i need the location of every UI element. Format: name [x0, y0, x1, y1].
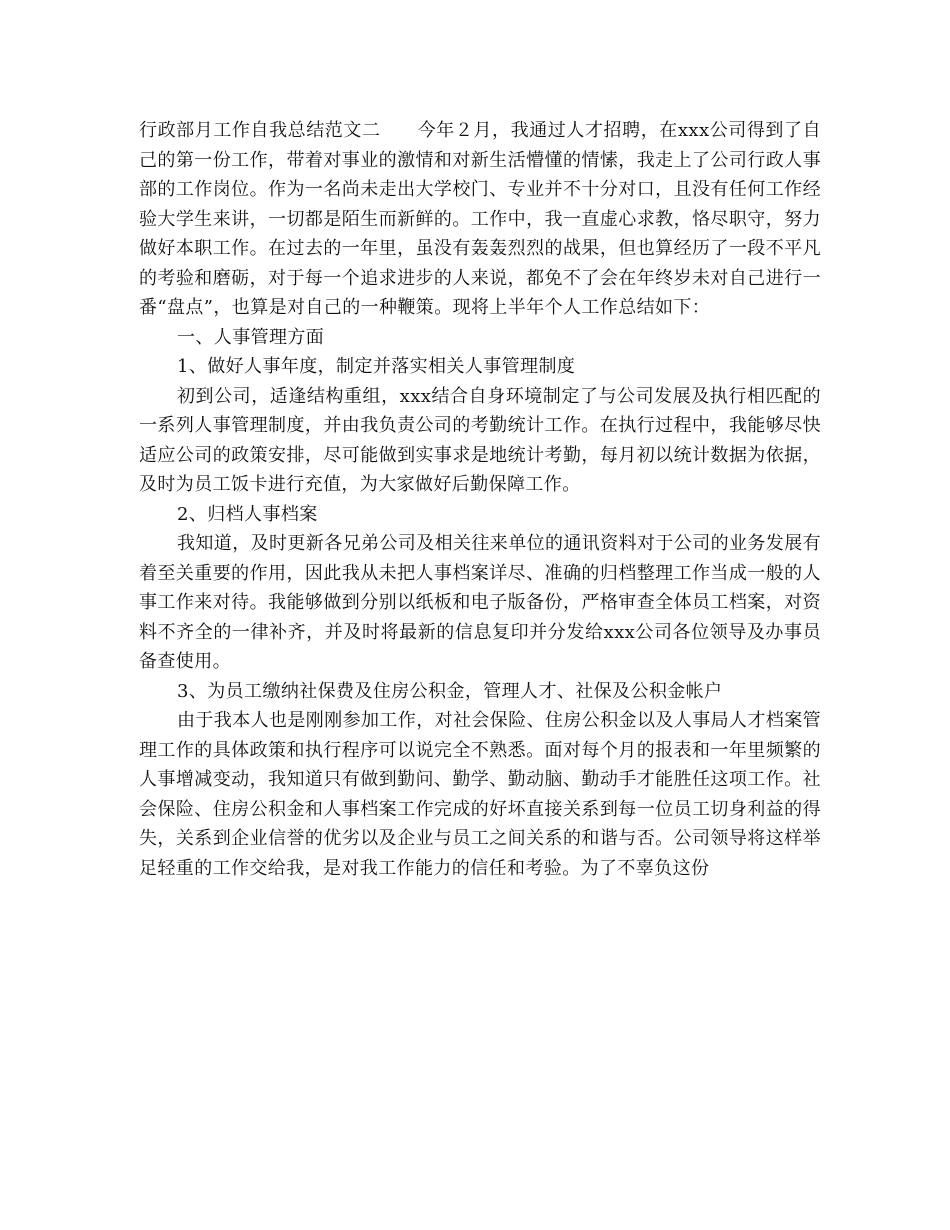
section-heading-personnel-management: 一、人事管理方面 — [177, 326, 325, 348]
document-body — [139, 116, 821, 883]
item-heading-annual-personnel: 1、做好人事年度，制定并落实相关人事管理制度 — [177, 356, 576, 377]
paragraph-social-security: 由于我本人也是刚刚参加工作，对社会保险、住房公积金以及人事局人才档案管理工作的具体政策和执行程序可以说完全不熟悉。面对每个月的报表和一年里频繁的人事增减变动，我知道只有做到勤问、勤学、勤动脑、勤动手才能胜任这项工作。社会保险、住房公积金和人事档案工作完成的好坏直接关系到每一位员工切身利益的得失，关系到企业信誉的优劣以及企业与员工之间关系的和谐与否。公司领导将这样举足轻重的工作交给我，是对我工作能力的信任和考验。为了不辜负这份 — [139, 710, 821, 879]
paragraph-archive-records: 我知道，及时更新各兄弟公司及相关往来单位的通讯资料对于公司的业务发展有着至关重要的作用，因此我从未把人事档案详尽、准确的归档整理工作当成一般的人事工作来对待。我能够做到分别以纸板和电子版备份，严格审查全体员工档案，对资料不齐全的一律补齐，并及时将最新的信息复印并分发给xxx公司各位领导及办事员备查使用。 — [139, 533, 821, 672]
intro-paragraph: 行政部月工作自我总结范文二 今年２月，我通过人才招聘，在xxx公司得到了自己的第一份工作，带着对事业的激情和对新生活懵懂的情愫，我走上了公司行政人事部的工作岗位。作为一名尚未走出大学校门、专业并不十分对口，且没有任何工作经验大学生来讲，一切都是陌生而新鲜的。工作中，我一直虚心求教，恪尽职守，努力做好本职工作。在过去的一年里，虽没有轰轰烈烈的战果，但也算经历了一段不平凡的考验和磨砺，对于每一个追求进步的人来说，都免不了会在年终岁未对自己进行一番“盘点”，也算是对自己的一种鞭策。现将上半年个人工作总结如下： — [139, 120, 821, 318]
item-heading-social-security: 3、为员工缴纳社保费及住房公积金，管理人才、社保及公积金帐户 — [177, 680, 723, 702]
paragraph-attendance-system: 初到公司，适逢结构重组，xxx结合自身环境制定了与公司发展及执行相匹配的一系列人事管理制度，并由我负责公司的考勤统计工作。在执行过程中，我能够尽快适应公司的政策安排，尽可能做到实事求是地统计考勤，每月初以统计数据为依据，及时为员工饭卡进行充值，为大家做好后勤保障工作。 — [139, 385, 821, 495]
item-heading-archive-records: 2、归档人事档案 — [177, 503, 318, 525]
